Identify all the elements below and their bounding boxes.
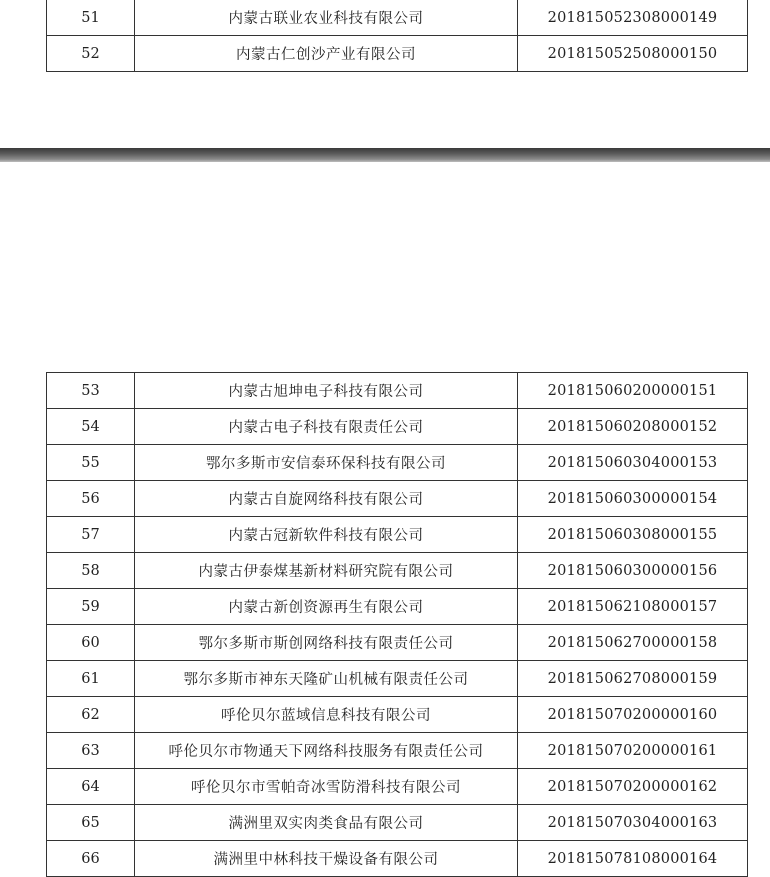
company-name: 鄂尔多斯市安信泰环保科技有限公司 (135, 445, 518, 481)
company-name: 呼伦贝尔市物通天下网络科技服务有限责任公司 (135, 733, 518, 769)
row-number: 51 (47, 0, 135, 36)
page-separator (0, 148, 770, 162)
table-row (47, 517, 748, 553)
row-number: 63 (47, 733, 135, 769)
registration-code: 201815052308000149 (518, 0, 748, 36)
registration-code: 201815078108000164 (518, 841, 748, 877)
company-name: 呼伦贝尔市雪帕奇冰雪防滑科技有限公司 (135, 769, 518, 805)
company-name: 内蒙古冠新软件科技有限公司 (135, 517, 518, 553)
table-row (47, 0, 748, 36)
row-number: 65 (47, 805, 135, 841)
registration-code: 201815052508000150 (518, 36, 748, 72)
registration-code: 201815060304000153 (518, 445, 748, 481)
company-name: 呼伦贝尔蓝域信息科技有限公司 (135, 697, 518, 733)
company-name: 内蒙古仁创沙产业有限公司 (135, 36, 518, 72)
company-name: 内蒙古旭坤电子科技有限公司 (135, 373, 518, 409)
company-table-top-body (47, 0, 748, 72)
registration-code: 201815060308000155 (518, 517, 748, 553)
company-name: 内蒙古联业农业科技有限公司 (135, 0, 518, 36)
page-top (0, 0, 770, 148)
registration-code: 201815062700000158 (518, 625, 748, 661)
table-row (47, 805, 748, 841)
table-row (47, 481, 748, 517)
company-name: 内蒙古伊泰煤基新材料研究院有限公司 (135, 553, 518, 589)
row-number: 57 (47, 517, 135, 553)
row-number: 64 (47, 769, 135, 805)
row-number: 54 (47, 409, 135, 445)
company-name: 满洲里双实肉类食品有限公司 (135, 805, 518, 841)
row-number: 58 (47, 553, 135, 589)
table-row (47, 589, 748, 625)
row-number: 61 (47, 661, 135, 697)
company-table-top (46, 0, 748, 72)
company-table-bottom (46, 372, 748, 877)
row-number: 59 (47, 589, 135, 625)
registration-code: 201815060300000154 (518, 481, 748, 517)
company-name: 内蒙古电子科技有限责任公司 (135, 409, 518, 445)
table-row (47, 697, 748, 733)
row-number: 66 (47, 841, 135, 877)
registration-code: 201815062708000159 (518, 661, 748, 697)
row-number: 53 (47, 373, 135, 409)
table-row (47, 373, 748, 409)
table-row (47, 36, 748, 72)
table-row (47, 445, 748, 481)
company-name: 内蒙古自旋网络科技有限公司 (135, 481, 518, 517)
row-number: 52 (47, 36, 135, 72)
row-number: 60 (47, 625, 135, 661)
company-name: 鄂尔多斯市斯创网络科技有限责任公司 (135, 625, 518, 661)
registration-code: 201815070200000160 (518, 697, 748, 733)
table-row (47, 733, 748, 769)
registration-code: 201815060200000151 (518, 373, 748, 409)
row-number: 62 (47, 697, 135, 733)
table-row (47, 841, 748, 877)
registration-code: 201815060208000152 (518, 409, 748, 445)
row-number: 55 (47, 445, 135, 481)
table-row (47, 409, 748, 445)
page-bottom (0, 162, 770, 868)
table-row (47, 553, 748, 589)
table-row (47, 661, 748, 697)
registration-code: 201815062108000157 (518, 589, 748, 625)
table-row (47, 625, 748, 661)
row-number: 56 (47, 481, 135, 517)
registration-code: 201815070304000163 (518, 805, 748, 841)
registration-code: 201815070200000161 (518, 733, 748, 769)
table-row (47, 769, 748, 805)
company-name: 鄂尔多斯市神东天隆矿山机械有限责任公司 (135, 661, 518, 697)
company-name: 满洲里中林科技干燥设备有限公司 (135, 841, 518, 877)
company-name: 内蒙古新创资源再生有限公司 (135, 589, 518, 625)
company-table-bottom-body (47, 373, 748, 877)
registration-code: 201815060300000156 (518, 553, 748, 589)
registration-code: 201815070200000162 (518, 769, 748, 805)
